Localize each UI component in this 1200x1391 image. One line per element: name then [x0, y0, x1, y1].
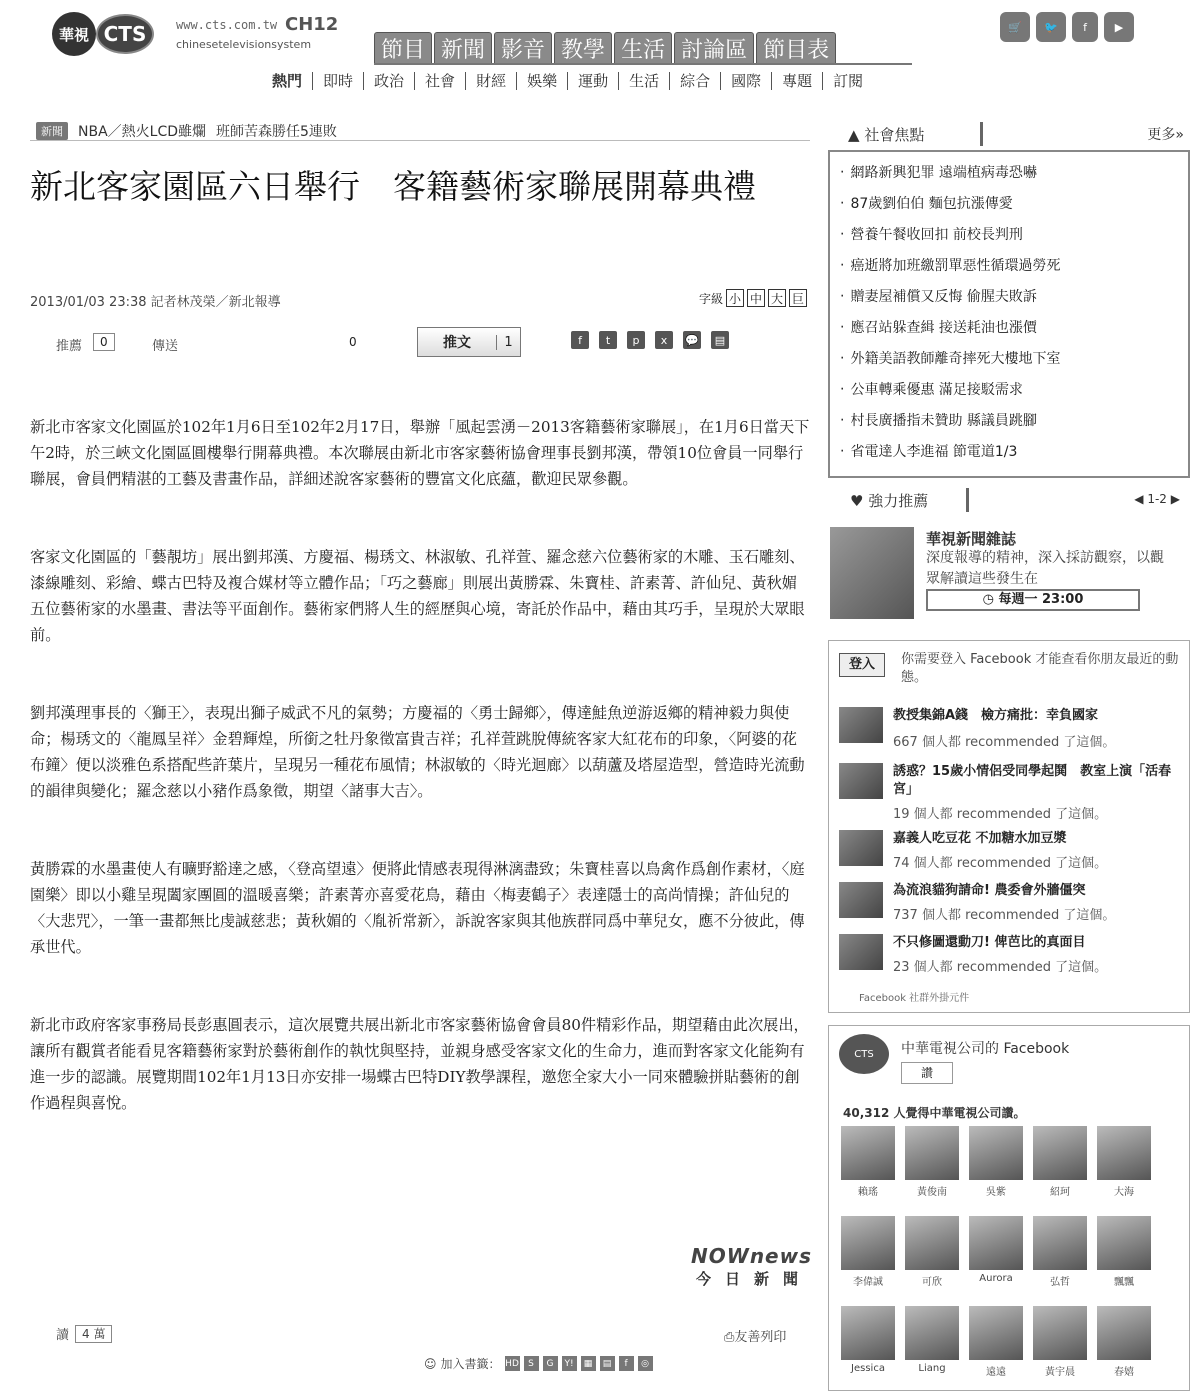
fan-avatar[interactable]: 黃俊南: [905, 1126, 959, 1198]
avatar[interactable]: [905, 1126, 959, 1180]
fan-avatar[interactable]: 黃宇晨: [1033, 1306, 1087, 1378]
logo-text: CTS: [96, 14, 154, 54]
fb-plugin-label[interactable]: Facebook 社群外掛元件: [859, 993, 970, 1004]
fb-rec-thumbnail[interactable]: [839, 707, 883, 743]
bookmark-icon: ☺: [424, 1356, 437, 1371]
fb-rec-item[interactable]: [839, 707, 1184, 769]
fan-avatar[interactable]: Jessica: [841, 1306, 895, 1374]
fan-avatar[interactable]: 春嬉: [1097, 1306, 1151, 1378]
list-item[interactable]: ‧ 贈妻屋補償又反悔 偷腥夫敗訴: [840, 282, 1060, 313]
site-name: chinesetelevisionsystem: [176, 38, 312, 51]
comment-icon[interactable]: 💬: [683, 331, 701, 349]
article-body: [30, 414, 812, 1168]
nav-divider: [374, 63, 912, 65]
fb-rec-thumbnail[interactable]: [839, 830, 883, 866]
fan-avatar[interactable]: 李偉誠: [841, 1216, 895, 1288]
article-paragraph: 黃勝霖的水墨畫使人有曠野豁達之感，〈登高望遠〉便將此情感表現得淋漓盡致；朱寶桂喜以鳥禽作爲創作素材，〈庭園樂〉即以小雞呈現闔家團圓的溫暖喜樂；許素菁亦喜愛花鳥，藉由〈梅妻鶴子〉表達隱士的高尚情操；許仙兒的〈大悲咒〉，一筆一畫都無比虔誠慈悲；黃秋媚的〈胤祈常新〉，訴說客家與其他族群同爲中華兒女，應不分彼此，傳承世代。: [30, 860, 805, 956]
divider: [966, 488, 969, 512]
article-paragraph: 客家文化園區的「藝靚坊」展出劉邦漢、方慶福、楊琇文、林淑敏、孔祥萱、羅念慈六位藝術家的木雕、玉石雕刻、漆線雕刻、彩繪、蝶古巴特及複合媒材等立體作品；「巧之藝廊」則展出黃勝霖、朱寶桂、許素菁、許仙兒、黃秋媚五位藝術家的水墨畫、書法等平面創作。藝術家們將人生的經歷與心境，寄託於作品中，藉由其巧手，呈現於大眾眼前。: [30, 548, 805, 644]
read-count-row: [56, 1324, 112, 1343]
fb-rec-count: 667 個人都 recommended 了這個。: [893, 735, 1116, 750]
avatar[interactable]: [1033, 1126, 1087, 1180]
article-dateline: 2013/01/03 23:38 記者林茂榮／新北報導: [30, 295, 281, 310]
facebook-bookmark-icon[interactable]: f: [619, 1356, 634, 1371]
facebook-fanbox: [828, 1025, 1190, 1391]
fb-rec-count: 737 個人都 recommended 了這個。: [893, 908, 1116, 923]
font-size-small[interactable]: 小: [726, 289, 744, 307]
fan-avatar[interactable]: 大海: [1097, 1126, 1151, 1198]
sub-nav-finance[interactable]: 財經: [466, 72, 517, 90]
sub-nav-sports[interactable]: 運動: [568, 72, 619, 90]
tab-schedule[interactable]: 節目表: [756, 32, 836, 64]
fan-avatar[interactable]: 飄飄: [1097, 1216, 1151, 1288]
recommended-header: [828, 488, 1190, 514]
youtube-icon[interactable]: ▶: [1104, 12, 1134, 42]
twitter-share-icon[interactable]: t: [599, 331, 617, 349]
font-size-selector: [699, 289, 807, 307]
tab-forum[interactable]: 討論區: [674, 32, 754, 64]
fan-page-title[interactable]: 中華電視公司的 Facebook: [901, 1041, 1070, 1057]
print-icon[interactable]: ▤: [711, 331, 729, 349]
channel-label: CH12: [285, 14, 339, 35]
push-label: 推文: [443, 335, 471, 351]
avatar[interactable]: [969, 1126, 1023, 1180]
tab-life[interactable]: 生活: [614, 32, 672, 64]
bookmark-s-icon[interactable]: S: [524, 1356, 539, 1371]
promo-thumbnail[interactable]: [830, 527, 914, 619]
fb-rec-title[interactable]: 誘惑？15歲小情侶受同學起鬨 教室上演「活春宮」: [893, 764, 1172, 797]
fb-rec-thumbnail[interactable]: [839, 934, 883, 970]
avatar[interactable]: [969, 1306, 1023, 1360]
font-size-large[interactable]: 大: [768, 289, 786, 307]
news-ticker: [36, 121, 337, 141]
fb-rec-title[interactable]: 嘉義人吃豆花 不加糖水加豆漿: [893, 831, 1067, 846]
print-link[interactable]: [724, 1326, 786, 1345]
ticker-item[interactable]: 班師苦森勝任5連敗: [216, 124, 337, 140]
fb-rec-count: 19 個人都 recommended 了這個。: [893, 807, 1108, 822]
promo-title[interactable]: 華視新聞雜誌: [926, 530, 1017, 548]
push-count: 1: [496, 335, 520, 350]
top-icon-bar: [1000, 12, 1134, 42]
list-item[interactable]: ‧ 癌逝將加班繳罰單惡性循環過勞死: [840, 251, 1060, 282]
font-size-label: 字級: [699, 291, 724, 306]
bookmark-list-icon[interactable]: ▤: [600, 1356, 615, 1371]
recommended-title: ♥ 強力推薦: [850, 492, 929, 510]
sub-nav-politics[interactable]: 政治: [364, 72, 415, 90]
fb-rec-item[interactable]: [839, 934, 1184, 996]
list-item[interactable]: ‧ 網路新興犯罪 遠端植病毒恐嚇: [840, 158, 1060, 189]
avatar[interactable]: [841, 1216, 895, 1270]
cts-logo[interactable]: [52, 10, 162, 60]
yahoo-icon[interactable]: Y!: [562, 1356, 577, 1371]
fan-avatar[interactable]: 賴瑤: [841, 1126, 895, 1198]
list-item[interactable]: ‧ 營養午餐收回扣 前校長判刑: [840, 220, 1060, 251]
google-icon[interactable]: G: [543, 1356, 558, 1371]
list-item[interactable]: ‧ 省電達人李進福 節電道1/3: [840, 437, 1060, 468]
hot-news-header: [828, 122, 1190, 148]
divider: [980, 122, 983, 146]
divider: [30, 140, 810, 141]
main-nav: [374, 32, 836, 64]
recommend-label[interactable]: 推薦: [56, 339, 83, 354]
list-item[interactable]: ‧ 應召站躲查緝 接送耗油也漲價: [840, 313, 1060, 344]
twitter-icon[interactable]: 🐦: [1036, 12, 1066, 42]
source-logo: [662, 1244, 812, 1289]
bookmark-grid-icon[interactable]: ▦: [581, 1356, 596, 1371]
font-size-medium[interactable]: 中: [747, 289, 765, 307]
like-button[interactable]: 讚: [901, 1062, 953, 1084]
list-item[interactable]: ‧ 公車轉乘優惠 滿足接駁需求: [840, 375, 1060, 406]
facebook-recommendations: [828, 640, 1190, 1013]
tab-education[interactable]: 教學: [554, 32, 612, 64]
avatar[interactable]: [1097, 1216, 1151, 1270]
logo-mark: 華視: [52, 12, 96, 56]
pager[interactable]: ◀ 1-2 ▶: [1134, 492, 1180, 506]
fan-page-logo[interactable]: CTS: [839, 1034, 889, 1074]
fb-rec-count: 23 個人都 recommended 了這個。: [893, 960, 1108, 975]
fan-avatar[interactable]: 可欣: [905, 1216, 959, 1288]
clock-icon: ◷: [982, 592, 999, 607]
sub-nav-life[interactable]: 生活: [619, 72, 670, 90]
sub-nav-general[interactable]: 綜合: [670, 72, 721, 90]
hot-news-list: [840, 158, 1060, 468]
tab-news[interactable]: 新聞: [434, 32, 492, 64]
article-paragraph: 新北市政府客家事務局長彭惠圓表示，這次展覽共展出新北市客家藝術協會會員80件精彩作品，期望藉由此次展出，讓所有觀賞者能看見客籍藝術家對於藝術創作的執忱與堅持，並親身感受客家文化的生命力，進而對客家文化能夠有進一步的認識。展覽期間102年1月13日亦安排一場蝶古巴特DIY教學課程，邀您全家大小一同來體驗拼貼藝術的創作過程與喜悅。: [30, 1016, 809, 1112]
fan-avatar[interactable]: Liang: [905, 1306, 959, 1374]
avatar[interactable]: [905, 1306, 959, 1360]
list-item[interactable]: ‧ 外籍美語教師離奇摔死大樓地下室: [840, 344, 1060, 375]
bookmark-label: 加入書籤：: [440, 1357, 501, 1371]
promo-schedule: ◷ 每週一 23:00: [926, 589, 1140, 611]
plurk-share-icon[interactable]: p: [627, 331, 645, 349]
fb-rec-title[interactable]: 為流浪貓狗請命! 農委會外牆僵突: [893, 883, 1086, 898]
recommend-count: 0: [93, 333, 115, 351]
fan-count: 40,312 人覺得中華電視公司讚。: [843, 1106, 1026, 1120]
fan-avatar[interactable]: 遠遠: [969, 1306, 1023, 1378]
print-icon: ⎙: [724, 1330, 735, 1345]
facebook-share-icon[interactable]: f: [571, 331, 589, 349]
ticker-item[interactable]: NBA／熱火LCD雖爛: [78, 124, 207, 140]
avatar[interactable]: [1097, 1126, 1151, 1180]
sub-nav-entertainment[interactable]: 娛樂: [517, 72, 568, 90]
sub-nav: [262, 72, 873, 90]
fan-avatar[interactable]: 紹珂: [1033, 1126, 1087, 1198]
tab-video[interactable]: 影音: [494, 32, 552, 64]
sub-nav-special[interactable]: 專題: [772, 72, 823, 90]
article-paragraph: 劉邦漢理事長的〈獅王〉，表現出獅子威武不凡的氣勢；方慶福的〈勇士歸鄉〉，傳達鮭魚逆游返鄉的精神毅力與使命；楊琇文的〈龍鳳呈祥〉金碧輝煌，所銜之牡丹象徵富貴吉祥；孔祥萱跳脫傳統客家大紅花布的印象，〈阿婆的花布鐘〉便以淡雅色系搭配些許葉片，呈現另一種花布風情；林淑敏的〈時光迴廊〉以葫蘆及塔屋造型，營造時光流動的韻律與變化；羅念慈以小豬作爲象徵，期望〈諸事大吉〉。: [30, 704, 805, 800]
print-label: 友善列印: [734, 1330, 787, 1345]
avatar[interactable]: [1033, 1216, 1087, 1270]
fb-rec-count: 74 個人都 recommended 了這個。: [893, 856, 1108, 871]
sub-nav-subscribe[interactable]: 訂閱: [833, 72, 864, 90]
sub-nav-instant[interactable]: 即時: [313, 72, 364, 90]
sub-nav-society[interactable]: 社會: [415, 72, 466, 90]
push-button[interactable]: [417, 327, 521, 357]
fb-login-message: 你需要登入 Facebook 才能查看你朋友最近的動態。: [901, 652, 1179, 685]
list-item[interactable]: ‧ 村長廣播指未贊助 縣議員跳腳: [840, 406, 1060, 437]
sub-nav-international[interactable]: 國際: [721, 72, 772, 90]
fan-avatar[interactable]: 弘哲: [1033, 1216, 1087, 1288]
fb-rec-title[interactable]: 不只修圖還動刀! 俾芭比的真面目: [893, 935, 1086, 950]
article-title: 新北客家園區六日舉行 客籍藝術家聯展開幕典禮: [30, 167, 756, 206]
promo-description: 深度報導的精神，深入採訪觀察，以觀眾解讀這些發生在: [926, 550, 1164, 587]
more-link[interactable]: 更多»: [1147, 127, 1184, 143]
read-count: 4 萬: [75, 1325, 112, 1343]
avatar[interactable]: [841, 1126, 895, 1180]
bookmark-row: [424, 1355, 653, 1372]
facebook-icon[interactable]: f: [1072, 12, 1098, 42]
shop-icon[interactable]: 🛒: [1000, 12, 1030, 42]
send-label[interactable]: 傳送: [152, 339, 179, 354]
list-item[interactable]: ‧ 87歲劉伯伯 麵包抗漲傳愛: [840, 189, 1060, 220]
source-logo-subtext: 今日新聞: [695, 1270, 812, 1288]
fb-rec-thumbnail[interactable]: [839, 882, 883, 918]
tab-programs[interactable]: 節目: [374, 32, 432, 64]
fb-login-button[interactable]: 登入: [839, 653, 885, 677]
ticker-badge: 新聞: [36, 122, 68, 140]
font-size-xlarge[interactable]: 巨: [789, 289, 807, 307]
promo-card[interactable]: [830, 527, 1188, 623]
share-icons: [571, 331, 729, 349]
hot-news-box: [828, 150, 1190, 478]
other-share-icon[interactable]: x: [655, 331, 673, 349]
article-paragraph: 新北市客家文化園區於102年1月6日至102年2月17日，舉辦「風起雲湧－2013客籍藝術家聯展」，在1月6日當天下午2時，於三峽文化園區圓樓舉行開幕典禮。本次聯展由新北市客家藝術協會理事長劉邦漢，帶領10位會員一同舉行聯展，會員們精湛的工藝及書畫作品，詳細述說客家藝術的豐富文化底蘊，歡迎民眾參觀。: [30, 418, 810, 488]
fb-rec-title[interactable]: 教授集錦A錢 檢方痛批：幸負國家: [893, 708, 1099, 723]
sub-nav-hot[interactable]: 熱門: [262, 72, 313, 90]
source-logo-text: NOWnews: [691, 1244, 812, 1268]
avatar[interactable]: [1033, 1306, 1087, 1360]
read-label: 讀: [56, 1328, 70, 1343]
fan-avatar[interactable]: 吳紫: [969, 1126, 1023, 1198]
avatar[interactable]: [841, 1306, 895, 1360]
site-url: www.cts.com.tw: [176, 18, 278, 32]
bookmark-circle-icon[interactable]: ◎: [638, 1356, 653, 1371]
hot-news-title: ▲ 社會焦點: [848, 126, 925, 144]
fan-avatar[interactable]: Aurora: [969, 1216, 1023, 1284]
avatar[interactable]: [969, 1216, 1023, 1270]
fb-rec-item[interactable]: [839, 763, 1184, 825]
send-count: 0: [349, 335, 357, 349]
hemidemi-icon[interactable]: HD: [505, 1356, 520, 1371]
fb-rec-thumbnail[interactable]: [839, 763, 883, 799]
avatar[interactable]: [905, 1216, 959, 1270]
avatar[interactable]: [1097, 1306, 1151, 1360]
